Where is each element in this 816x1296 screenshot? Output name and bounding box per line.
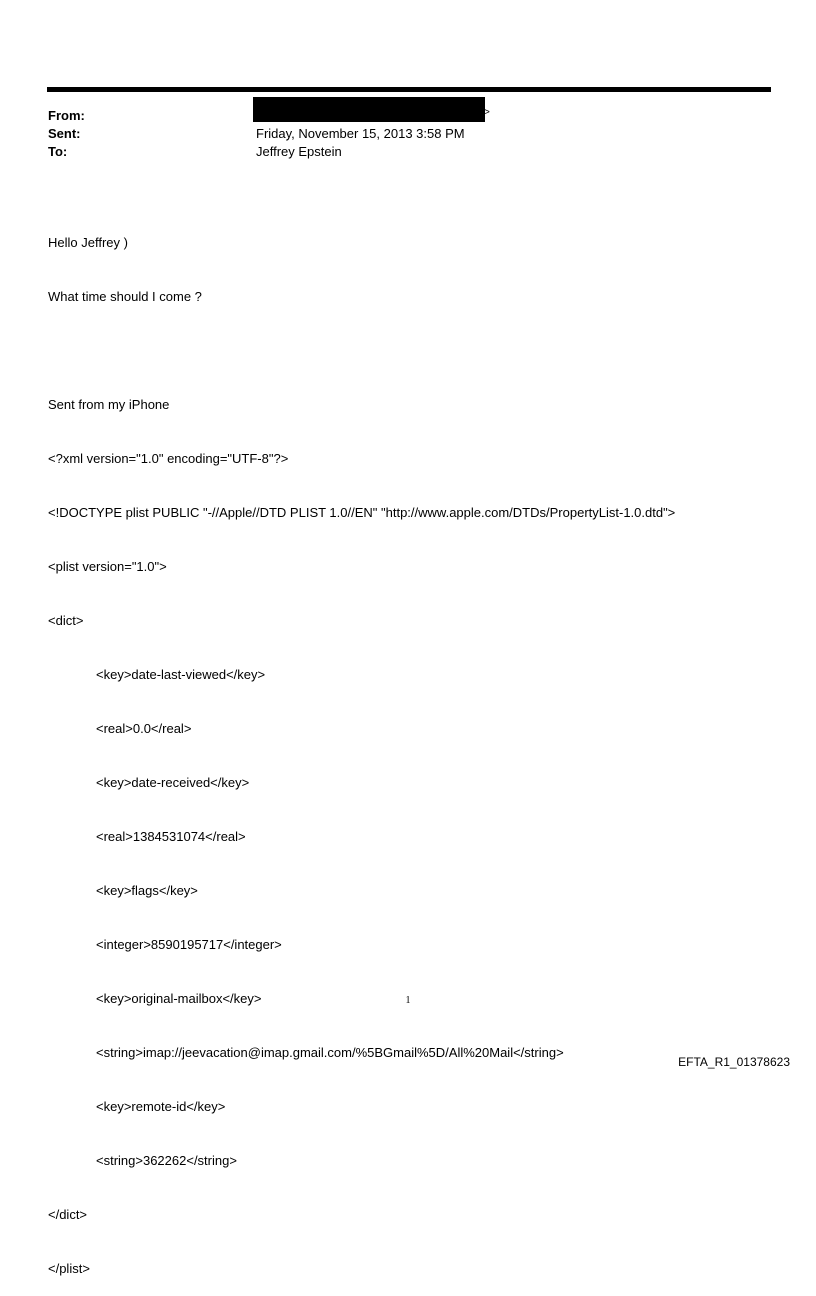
to-value: Jeffrey Epstein (256, 144, 342, 159)
body-line: <key>date-last-viewed</key> (96, 667, 266, 682)
body-line: </plist> (48, 1261, 90, 1276)
body-line: Sent from my iPhone (48, 397, 170, 412)
bates-number: EFTA_R1_01378623 (678, 1055, 790, 1069)
body-line: <key>original-mailbox</key> (96, 991, 262, 1006)
body-line: <key>remote-id</key> (96, 1099, 226, 1114)
page-number: 1 (405, 995, 411, 1006)
body-line: <dict> (48, 613, 84, 628)
sent-value: Friday, November 15, 2013 3:58 PM (256, 126, 465, 141)
body-line (48, 342, 675, 360)
body-line: </dict> (48, 1207, 88, 1222)
body-line: Hello Jeffrey ) (48, 235, 128, 250)
body-line: <!DOCTYPE plist PUBLIC "-//Apple//DTD PLIST 1.0//EN" "http://www.apple.com/DTDs/PropertyList-1.0.dtd"> (48, 505, 676, 520)
header-rule (47, 87, 771, 92)
body-line: What time should I come ? (48, 289, 202, 304)
from-label: From: (48, 108, 85, 123)
body-line: <key>flags</key> (96, 883, 198, 898)
body-line: <?xml version="1.0" encoding="UTF-8"?> (48, 451, 289, 466)
body-line: <key>date-received</key> (96, 775, 250, 790)
body-line: <real>1384531074</real> (96, 829, 246, 844)
redaction-block (253, 97, 485, 122)
body-line: <string>362262</string> (96, 1153, 237, 1168)
sent-label: Sent: (48, 126, 81, 141)
body-line: <plist version="1.0"> (48, 559, 167, 574)
body-line: <string>imap://jeevacation@imap.gmail.com/%5BGmail%5D/All%20Mail</string> (96, 1045, 564, 1060)
body-line: <real>0.0</real> (96, 721, 192, 736)
to-label: To: (48, 144, 68, 159)
body-line: <integer>8590195717</integer> (96, 937, 282, 952)
from-value-tail: > (484, 107, 490, 118)
message-body (48, 198, 675, 1296)
